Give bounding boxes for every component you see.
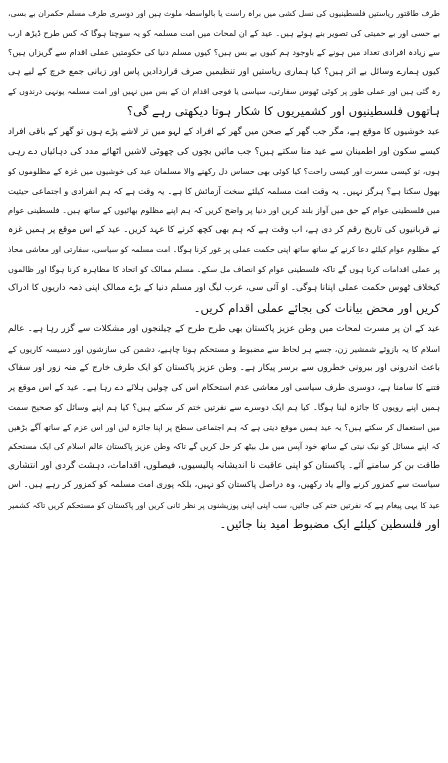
text-line: کیوں ہمارے وسائل بے اثر ہیں؟ کیا ہماری ریاستیں اور تنظیمیں صرف قراردادیں پاس اور زبانی جمع خرچ کے لیے ہی [8, 66, 440, 77]
text-line: بے حسی اور بے حمیتی کی تصویر بنے ہوئے ہیں۔ عید کے ان لمحات میں امت مسلمہ کو یہ سوچنا ہوگا کہ کس طرح ڈیڑھ ارب [8, 27, 440, 38]
text-line: طاقت بن کر سامنے آئے۔ پاکستان کو اپنی عاقبت نا اندیشانہ پالیسیوں، فیصلوں، اقدامات، دہشت گردی اور انتشاری [8, 460, 440, 471]
text-line: پر عملی اقدامات کرنا ہوں گے تاکہ فلسطینی عوام کو انصاف مل سکے۔ مسلم ممالک کو اتحاد کا مظاہرہ کرنا ہوگا اور ظالموں [8, 264, 440, 274]
text-line: باعث اندرونی اور بیرونی خطروں سے برسر پیکار ہے۔ وطن عزیز پاکستان کو ایک طرف خارج کے منہ زور اور سفاک [8, 363, 440, 373]
text-line: کے مظلوم عوام کیلئے دعا کرنے کے ساتھ ساتھ اپنی حکمت عملی پر غور کرنا ہوگا۔ امت مسلمہ کو سیاسی، سفارتی اور معاشی محاذ [8, 245, 440, 254]
text-line: کہ اپنے مسائل کو نیک نیتی کے ساتھ خود آپس میں مل بیٹھ کر حل کریں گے تاکہ وطن عزیز پاکستان عالم اسلام کی ایک مستحکم [8, 442, 440, 451]
paragraph-eid-gaza [8, 123, 440, 318]
text-line: عید خوشیوں کا موقع ہے، مگر جب گھر کے صحن میں گھر کے افراد کے لہو میں تر لاشے پڑے ہوں تو گھر کے باقی افراد [8, 127, 440, 137]
text-line: فتنے کا سامنا ہے، دوسری طرف سیاسی اور معاشی عدم استحکام اس کی چولیں ہلائے دے رہا ہے۔ عید کے اس موقع پر [8, 382, 440, 393]
text-line: کریں اور محض بیانات کی بجائے عملی اقدام کریں۔ [193, 300, 440, 315]
text-line: میں فلسطینی عوام کے حق میں آواز بلند کریں اور دنیا پر واضح کریں کہ ہم اپنے مظلوم بھائیوں کے ساتھ ہیں۔ فلسطینی عوام [8, 205, 440, 215]
text-line: طرف طاقتور ریاستیں فلسطینیوں کی نسل کشی میں براہ راست یا بالواسطہ ملوث ہیں اور دوسری طرف مسلم حکمران بے بسی، [8, 9, 440, 18]
text-line: ہاتھوں فلسطینیوں اور کشمیریوں کا شکار ہوتا دیکھتی رہے گی؟ [126, 103, 440, 118]
text-line: میں استعمال کر سکتے ہیں؟ یہ عید ہمیں موقع دیتی ہے کہ ہم اجتماعی سطح پر اپنا جائزہ لیں اور اس عزم کے ساتھ آگے بڑھیں [8, 422, 440, 432]
paragraph-muslim-world [8, 4, 440, 121]
text-line: عید کے ان پر مسرت لمحات میں وطن عزیز پاکستان بھی طرح طرح کے چیلنجوں اور مشکلات سے گزر رہا ہے۔ عالم [8, 324, 440, 334]
text-line: عید کا یہی پیغام ہے کہ نفرتیں ختم کی جائیں، سب اپنی اپنی پوزیشنوں پر نظر ثانی کریں اور پاکستان کو مستحکم کریں تاکہ کشمیر [8, 500, 440, 510]
text-line: سیاست سے کمزور کرنے والے یاد رکھیں، وہ دراصل پاکستان کو نہیں، بلکہ پوری امت مسلمہ کو کمزور کر رہے ہیں۔ اس [8, 480, 440, 490]
text-line: رہ گئی ہیں اور عملی طور پر کوئی ٹھوس سفارتی، سیاسی یا فوجی اقدام ان کے بس میں نہیں اور امت مسلمہ یونہی درندوں کے [8, 87, 440, 96]
text-line: کیخلاف ٹھوس حکمت عملی اپنانا ہوگی۔ او آئی سی، عرب لیگ اور مسلم دنیا کے بڑے ممالک اپنی ذمہ داریوں کا ادراک [8, 283, 440, 293]
text-line: اسلام کا یہ بازوئے شمشیر زن، جسے ہر لحاظ سے مضبوط و مستحکم ہونا چاہیے، دشمن کی سازشوں اور دسیسہ کاریوں کے [8, 343, 440, 354]
text-line: بھول سکتا ہے؟ ہرگز نہیں۔ یہ وقت امت مسلمہ کیلئے سخت آزمائش کا ہے۔ یہ وقت ہے کہ ہم انفرادی و اجتماعی حیثیت [8, 185, 440, 196]
text-line: ہمیں اپنے رویوں کا جائزہ لینا ہوگا۔ کیا ہم ایک دوسرے سے نفرتیں ختم کر سکتے ہیں؟ کیا ہم اپنے وسائل کو صحیح سمت [8, 402, 440, 412]
text-line: ہوں، تو کیسی مسرت اور کیسی راحت؟ کیا کوئی بھی حساس دل رکھنے والا مسلمان عید کی خوشیوں میں غزہ کے مظلوموں کو [8, 167, 440, 176]
text-line: نے قربانیوں کی تاریخ رقم کر دی ہے، اب وقت ہے کہ ہم بھی کچھ کرنے کا عہد کریں۔ عید کے اس موقع پر ہمیں غزہ [8, 224, 440, 235]
paragraph-pakistan [8, 320, 440, 535]
text-line: اور فلسطین کیلئے ایک مضبوط امید بنا جائیں۔ [219, 517, 440, 531]
text-line: کیسے سکون اور اطمینان سے عید منا سکتے ہیں؟ جب مائیں بچوں کی چھوٹی لاشیں اٹھائے مدد کی دہائیاں دے رہی [8, 146, 440, 157]
text-line: سے زیادہ افرادی تعداد میں ہونے کے باوجود ہم کیوں بے بس ہیں؟ کیوں مسلم دنیا کی حکومتیں عملی اقدام سے گریزاں ہیں؟ [8, 47, 440, 57]
